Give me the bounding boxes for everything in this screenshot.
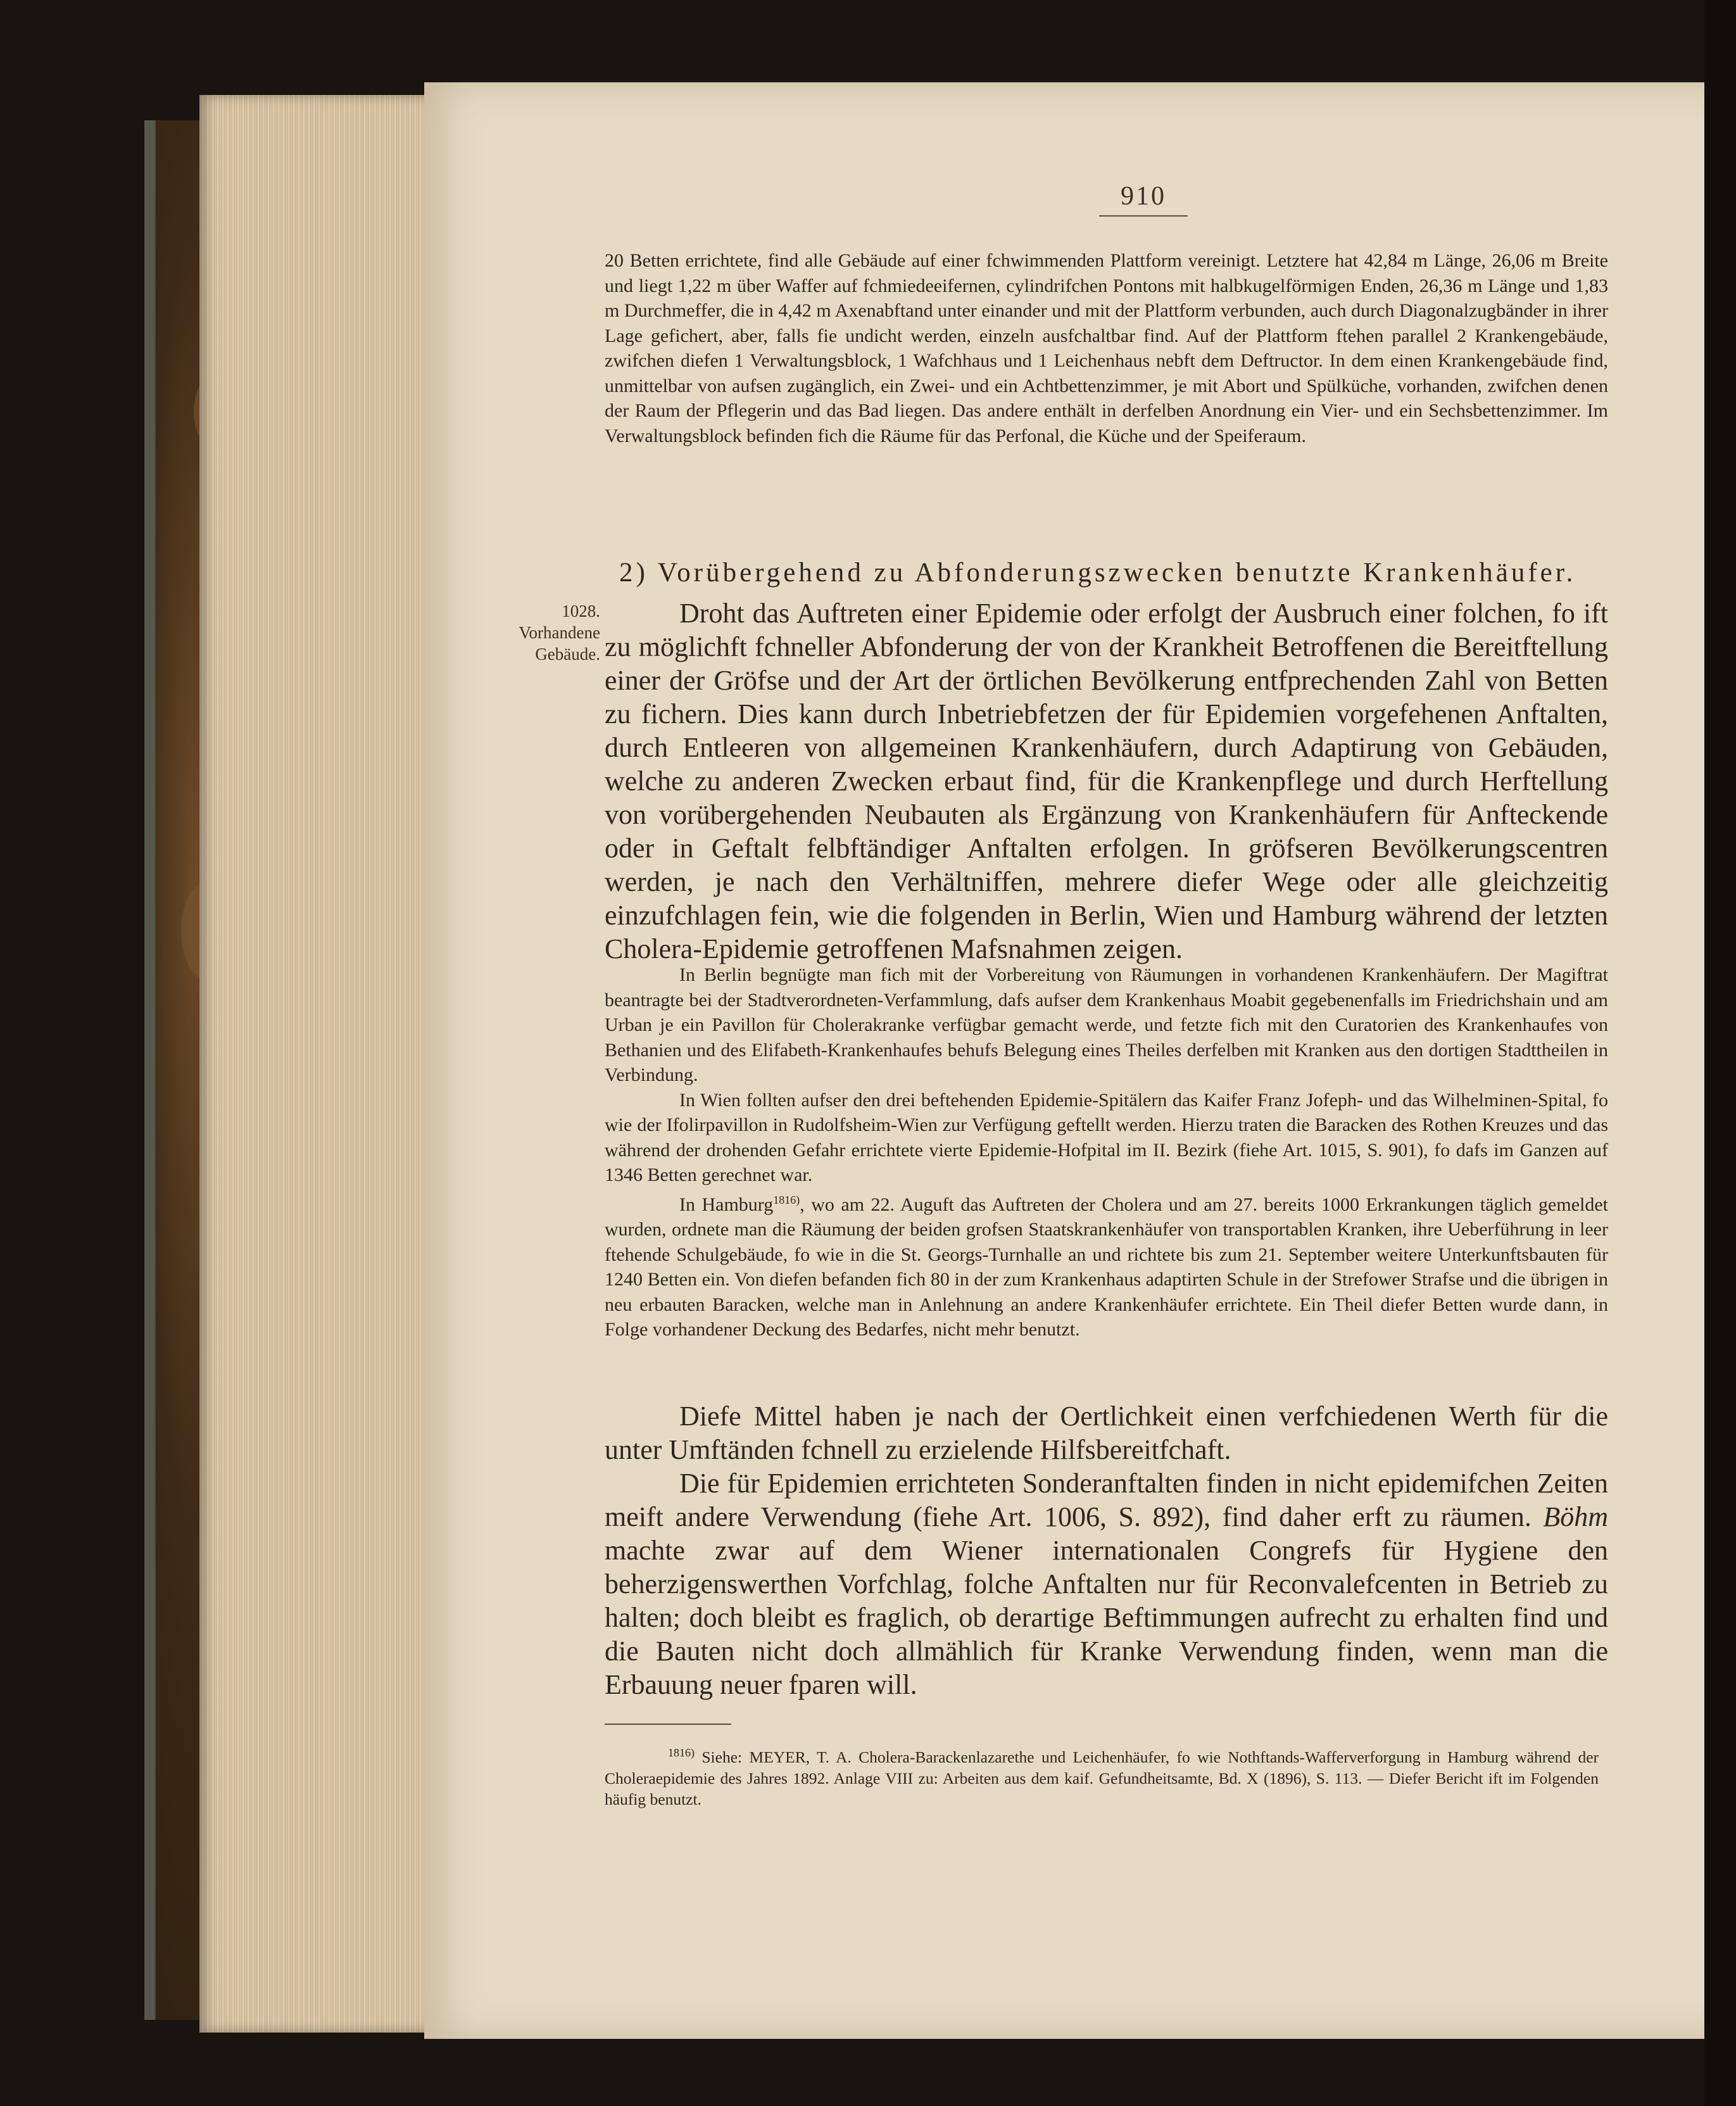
margin-note-line2: Gebäude. <box>535 645 600 664</box>
footnote-rule <box>605 1724 731 1725</box>
hamburg-paragraph <box>605 1188 1608 1342</box>
page-stack-edges <box>199 95 434 2033</box>
sonder-text-b: machte zwar auf dem Wiener internationalen Congrefs für Hygiene den beherzigenswerthen Vorfchlag, folche Anftalten nur für Reconvalefcenten in Betrieb zu halten; doch bleibt es fraglich, ob derartige Beftimmungen aufrecht zu erhalten find und die Bauten nicht doch allmählich für Kranke Verwendung finden, wenn man die Erbauung neuer fparen will. <box>605 1535 1608 1700</box>
section-heading: 2) Vorübergehend zu Abfonderungszwecken benutzte Krankenhäufer. <box>619 558 1576 588</box>
margin-note <box>494 600 600 665</box>
author-name: Böhm <box>1543 1501 1609 1532</box>
cover-cloth-edge <box>144 120 154 2020</box>
margin-note-number: 1028. <box>562 602 600 621</box>
margin-note-line1: Vorhandene <box>519 623 600 642</box>
top-paragraph-text: 20 Betten errichtete, find alle Gebäude auf einer fchwimmenden Plattform vereinigt. Letztere hat 42,84 m Länge, 26,06 m Breite und liegt 1,22 m über Waffer auf fchmiedeeifernen, cylindrifchen Pontons mit halbkugelförmigen Enden, 26,36 m Länge und 1,83 m Durchmeffer, die in 4,42 m Axenabftand unter einander und mit der Plattform verbunden, auch durch Diagonalzugbänder in ihrer Lage gefichert, aber, falls fie undicht werden, einzeln ausfchaltbar find. Auf der Plattform ftehen parallel 2 Krankengebäude, zwifchen diefen 1 Verwaltungsblock, 1 Wafchhaus und 1 Leichenhaus nebft dem Deftructor. In dem einen Krankengebäude find, unmittelbar von aufsen zugänglich, ein Zwei- und ein Achtbettenzimmer, je mit Abort und Spülküche, vorhanden, zwifchen denen der Raum der Pflegerin und das Bad liegen. Das andere enthält in derfelben Anordnung ein Vier- und ein Sechsbettenzimmer. Im Verwaltungsblock befinden fich die Räume für das Perfonal, die Küche und der Speiferaum. <box>605 250 1608 446</box>
sonder-text-a: Die für Epidemien errichteten Sonderanftalten finden in nicht epidemifchen Zeiten meift andere Verwendung (fiehe Art. 1006, S. 892), find daher erft zu räumen. <box>605 1468 1608 1532</box>
closing-block <box>605 1399 1608 1701</box>
footnote-reference[interactable]: 1816) <box>773 1193 800 1206</box>
mittel-paragraph: Diefe Mittel haben je nach der Oertlichkeit einen verfchiedenen Werth für die unter Umftänden fchnell zu erzielende Hilfsbereitfchaft. <box>605 1401 1608 1465</box>
facing-page-shadow <box>1704 0 1736 2106</box>
examples-block <box>605 962 1608 1342</box>
top-paragraph <box>605 248 1608 448</box>
wien-paragraph: In Wien follten aufser den drei beftehenden Epidemie-Spitälern das Kaifer Franz Jofeph- und das Wilhelminen-Spital, fo wie der Ifolirpavillon in Rudolfsheim-Wien zur Verfügung geftellt werden. Hierzu traten die Baracken des Rothen Kreuzes und das während der drohenden Gefahr errichtete vierte Epidemie-Hofpital im II. Bezirk (fiehe Art. 1015, S. 901), fo dafs im Ganzen auf 1346 Betten gerechnet war. <box>605 1089 1608 1185</box>
sonder-paragraph <box>605 1466 1608 1701</box>
berlin-paragraph: In Berlin begnügte man fich mit der Vorbereitung von Räumungen in vorhandenen Krankenhäufern. Der Magiftrat beantragte bei der Stadtverordneten-Verfammlung, dafs aufser dem Krankenhaus Moabit gegebenenfalls im Friedrichshain und am Urban je ein Pavillon für Cholerakranke verfügbar gemacht werde, und fetzte fich mit den Curatorien des Krankenhaufes von Bethanien und des Elifabeth-Krankenhaufes behufs Belegung eines Theiles derfelben mit Kranken aus den dortigen Stadttheilen in Verbindung. <box>605 964 1608 1085</box>
hamburg-text: , wo am 22. Auguft das Auftreten der Cholera und am 27. bereits 1000 Erkrankungen täglich gemeldet wurden, ordnete man die Räumung der beiden grofsen Staatskrankenhäufer von transportablen Kranken, ihre Ueberführung in leer ftehende Schulgebäude, fo wie in die St. Georgs-Turnhalle an und richtete bis zum 21. September weitere Unterkunftsbauten für 1240 Betten ein. Von diefen befanden fich 80 in der zum Krankenhaus adaptirten Schule in der Strefower Strafse und die übrigen in neu erbauten Baracken, welche man in Anlehnung an andere Krankenhäufer errichtete. Ein Theil diefer Betten wurde dann, in Folge vorhandener Deckung des Bedarfes, nicht mehr benutzt. <box>605 1194 1608 1340</box>
main-paragraph-text: Droht das Auftreten einer Epidemie oder erfolgt der Ausbruch einer folchen, fo ift zu möglichft fchneller Abfonderung der von der Krankheit Betroffenen die Bereitftellung einer der Gröfse und der Art der örtlichen Bevölkerung entfprechenden Zahl von Betten zu fichern. Dies kann durch Inbetriebfetzen der für Epidemien vorgefehenen Anftalten, durch Entleeren von allgemeinen Krankenhäufern, durch Adaptirung von Gebäuden, welche zu anderen Zwecken erbaut find, für die Krankenpflege und durch Herftellung von vorübergehenden Neubauten als Ergänzung von Krankenhäufern für Anfteckende oder in Geftalt felbftändiger Anftalten erfolgen. In gröfseren Bevölkerungscentren werden, je nach den Verhältniffen, mehrere diefer Wege oder alle gleichzeitig einzufchlagen fein, wie die folgenden in Berlin, Wien und Hamburg während der letzten Cholera-Epidemie getroffenen Mafsnahmen zeigen. <box>605 598 1608 964</box>
hamburg-lead: In Hamburg <box>679 1194 774 1215</box>
main-paragraph <box>605 596 1608 966</box>
footnote-text: Siehe: MEYER, T. A. Cholera-Barackenlazarethe und Leichenhäufer, fo wie Nothftands-Wafferverforgung in Hamburg während der Choleraepidemie des Jahres 1892. Anlage VIII zu: Arbeiten aus dem kaif. Gefundheitsamte, Bd. X (1896), S. 113. — Diefer Bericht ift im Folgenden häufig benutzt. <box>605 1748 1599 1808</box>
footnote <box>605 1743 1599 1810</box>
footnote-marker: 1816) <box>668 1746 695 1759</box>
page-number-rule <box>1099 215 1188 217</box>
page-number: 910 <box>1121 182 1166 211</box>
